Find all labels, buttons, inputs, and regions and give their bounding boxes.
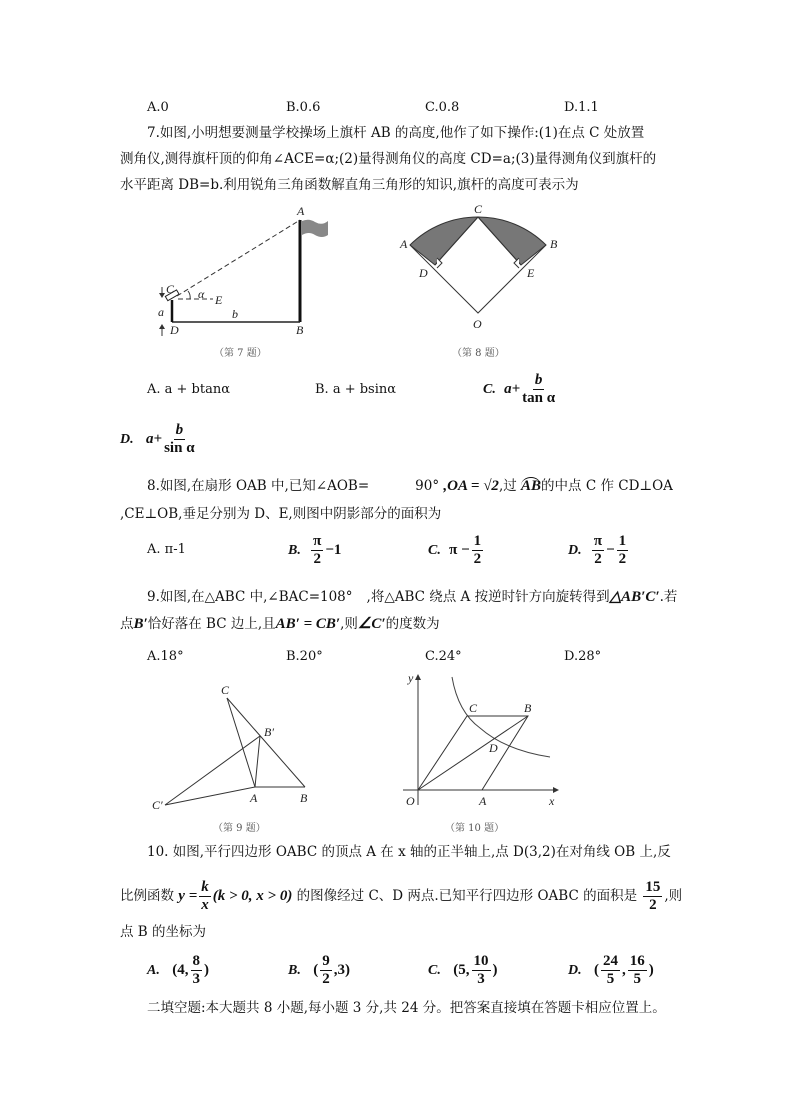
text: .若 <box>659 589 678 605</box>
fig7-label-b-len: b <box>232 307 238 321</box>
q6-option-d: D.1.1 <box>564 100 599 115</box>
denominator: 2 <box>649 897 657 913</box>
math: ) <box>648 962 654 978</box>
fraction <box>617 533 629 568</box>
q9-option-a: A.18° <box>147 649 184 664</box>
math: a+ <box>146 431 163 447</box>
q8-option-d <box>568 533 630 568</box>
text: 90° <box>415 478 440 494</box>
option-label: D. <box>568 543 582 558</box>
fig10-label-y: y <box>408 671 414 685</box>
fig8-label-e: E <box>527 266 535 280</box>
denominator: 5 <box>633 971 642 987</box>
text: 8.如图,在扇形 OAB 中,已知∠AOB= <box>147 478 370 494</box>
denominator: 2 <box>322 971 330 987</box>
fraction <box>472 953 491 988</box>
arc-ab: AB <box>521 478 542 494</box>
text: ,过 <box>498 478 517 494</box>
option-label: A. <box>147 963 160 978</box>
figure-7 <box>158 204 328 359</box>
numerator: b <box>175 422 184 438</box>
q8-option-a: A. π-1 <box>147 542 186 557</box>
fig8-label-c: C <box>474 202 483 216</box>
fig8-label-a: A <box>400 237 408 251</box>
fraction <box>472 533 484 568</box>
math: , <box>622 962 626 978</box>
q9-option-b: B.20° <box>286 649 323 664</box>
q9-text-line1 <box>147 588 677 606</box>
option-label: D. <box>120 432 134 447</box>
fraction <box>522 372 555 407</box>
fig7-label-d: D <box>170 323 179 337</box>
q10-option-b <box>288 953 350 988</box>
denominator: 2 <box>313 551 321 567</box>
text: 的中点 C 作 CD⊥OA <box>541 478 673 494</box>
fig10-label-d: D <box>489 741 498 755</box>
numerator: k <box>201 879 209 895</box>
text: 点 <box>120 616 134 632</box>
denominator: sin α <box>164 440 195 456</box>
q6-option-c: C.0.8 <box>425 100 460 115</box>
fig9-label-c: C <box>221 683 230 697</box>
math: ∠C′ <box>357 616 386 632</box>
q9-option-d: D.28° <box>564 649 602 664</box>
q10-option-d <box>568 953 654 988</box>
fig10-label-b: B <box>524 701 532 715</box>
q7-option-b: B. a + bsinα <box>315 382 397 397</box>
option-label: D. <box>568 963 582 978</box>
fig8-caption: （第 8 题） <box>452 348 505 359</box>
q10-option-a <box>147 953 209 988</box>
fig8-label-b: B <box>550 237 558 251</box>
math: ) <box>204 962 209 978</box>
q9-option-c: C.24° <box>425 649 462 664</box>
figure-8 <box>399 202 558 359</box>
math: ,3) <box>333 962 350 978</box>
numerator: 9 <box>322 953 330 969</box>
math: ,OA = √2 <box>443 478 499 494</box>
fraction <box>164 422 194 457</box>
q10-text-line1: 10. 如图,平行四边形 OABC 的顶点 A 在 x 轴的正半轴上,点 D(3,2)在对角线 OB 上,反 <box>147 844 671 860</box>
fig9-caption: （第 9 题） <box>213 823 266 834</box>
fraction <box>643 879 662 914</box>
option-label: C. <box>428 543 441 558</box>
numerator: 24 <box>603 953 619 969</box>
fraction <box>199 879 211 914</box>
q7-text-line3: 水平距离 DB=b.利用锐角三角函数解直角三角形的知识,旗杆的高度可表示为 <box>120 177 579 193</box>
text: ,将△ABC 绕点 A 按逆时针方向旋转得到 <box>366 589 610 605</box>
fig10-label-x: x <box>549 794 555 808</box>
numerator: π <box>593 533 603 549</box>
math: (5, <box>453 962 470 978</box>
option-label: B. <box>288 543 301 558</box>
q6-option-a: A.0 <box>147 100 169 115</box>
math: a+ <box>504 381 521 397</box>
fraction <box>320 953 332 988</box>
q8-text-line1 <box>147 477 673 495</box>
fig7-label-alpha: α <box>198 287 205 301</box>
math: B′ <box>133 616 148 632</box>
denominator: 3 <box>192 971 200 987</box>
fig10-label-a: A <box>479 794 487 808</box>
fig7-label-e: E <box>215 293 223 307</box>
numerator: 10 <box>473 953 489 969</box>
fraction <box>311 533 323 568</box>
fig9-label-c-prime: C′ <box>152 798 163 812</box>
q9-text-line2 <box>120 615 440 633</box>
fig9-label-b-prime: B′ <box>264 725 274 739</box>
fraction <box>628 953 647 988</box>
fraction <box>592 533 604 568</box>
fig10-label-c: C <box>469 701 478 715</box>
q7-text-line1: 7.如图,小明想要测量学校操场上旗杆 AB 的高度,他作了如下操作:(1)在点 C 处放置 <box>147 125 645 141</box>
option-label: C. <box>483 382 496 397</box>
math: ( <box>594 962 600 978</box>
q10-option-c <box>428 953 498 988</box>
fig10-caption: （第 10 题） <box>445 823 505 834</box>
fig7-label-b: B <box>296 323 304 337</box>
q8-text-line2: ,CE⊥OB,垂足分别为 D、E,则图中阴影部分的面积为 <box>120 506 442 522</box>
math: y = <box>178 888 198 904</box>
fig7-caption: （第 7 题） <box>214 348 267 359</box>
math: π − <box>449 542 470 558</box>
math: ( <box>313 962 319 978</box>
math: ) <box>492 962 498 978</box>
option-label: B. <box>288 963 301 978</box>
denominator: 2 <box>618 551 627 567</box>
denominator: 2 <box>594 551 602 567</box>
fraction <box>601 953 620 988</box>
numerator: 8 <box>192 953 200 969</box>
text: 恰好落在 BC 边上,且 <box>147 616 276 632</box>
fig7-label-a: A <box>297 204 305 218</box>
figure-9-labels <box>152 683 308 834</box>
denominator: 5 <box>606 971 615 987</box>
q7-text-line2: 测角仪,测得旗杆顶的仰角∠ACE=α;(2)量得测角仪的高度 CD=a;(3)量得测角仪到旗杆的 <box>120 151 657 167</box>
numerator: 15 <box>645 879 661 895</box>
fig8-label-o: O <box>473 317 482 331</box>
math: AB′ = CB′ <box>275 616 341 632</box>
math: − <box>606 542 615 558</box>
denominator: x <box>201 897 209 913</box>
q8-option-b <box>288 533 341 568</box>
text: ,则 <box>340 616 358 632</box>
math: (4, <box>172 962 189 978</box>
fraction <box>191 953 203 988</box>
text: 的图像经过 C、D 两点.已知平行四边形 OABC 的面积是 <box>296 888 638 904</box>
fig9-label-b: B <box>300 791 308 805</box>
q7-option-c <box>483 372 557 407</box>
q8-option-c <box>428 533 485 568</box>
fig10-label-o: O <box>406 794 415 808</box>
numerator: 16 <box>629 953 645 969</box>
text: 比例函数 <box>120 888 174 904</box>
text: ,则 <box>664 888 683 904</box>
q10-text-line2 <box>120 878 682 914</box>
numerator: 1 <box>473 533 482 549</box>
q6-option-b: B.0.6 <box>286 100 321 115</box>
text: 9.如图,在△ABC 中,∠BAC=108° <box>147 589 353 605</box>
q10-text-line3: 点 B 的坐标为 <box>120 924 207 940</box>
figure-9 <box>165 698 305 805</box>
denominator: tan α <box>522 390 556 406</box>
fig7-label-c: C <box>166 282 175 296</box>
numerator: π <box>313 533 322 549</box>
numerator: 1 <box>618 533 627 549</box>
text: 的度数为 <box>385 616 440 632</box>
option-label: C. <box>428 963 441 978</box>
fig9-label-a: A <box>250 791 258 805</box>
numerator: b <box>534 372 543 388</box>
fig7-label-a-len: a <box>158 305 164 319</box>
denominator: 3 <box>477 971 485 987</box>
flag-icon <box>302 220 328 237</box>
math: △AB′C′ <box>609 589 660 605</box>
denominator: 2 <box>473 551 482 567</box>
math: (k > 0, x > 0) <box>212 888 293 904</box>
figure-10 <box>403 671 559 834</box>
fig8-label-d: D <box>419 266 428 280</box>
q7-option-d <box>120 422 197 457</box>
q7-option-a: A. a + btanα <box>147 382 231 397</box>
math: −1 <box>325 542 342 558</box>
section-2-heading: 二填空题:本大题共 8 小题,每小题 3 分,共 24 分。把答案直接填在答题卡相应位置上。 <box>147 1000 666 1016</box>
